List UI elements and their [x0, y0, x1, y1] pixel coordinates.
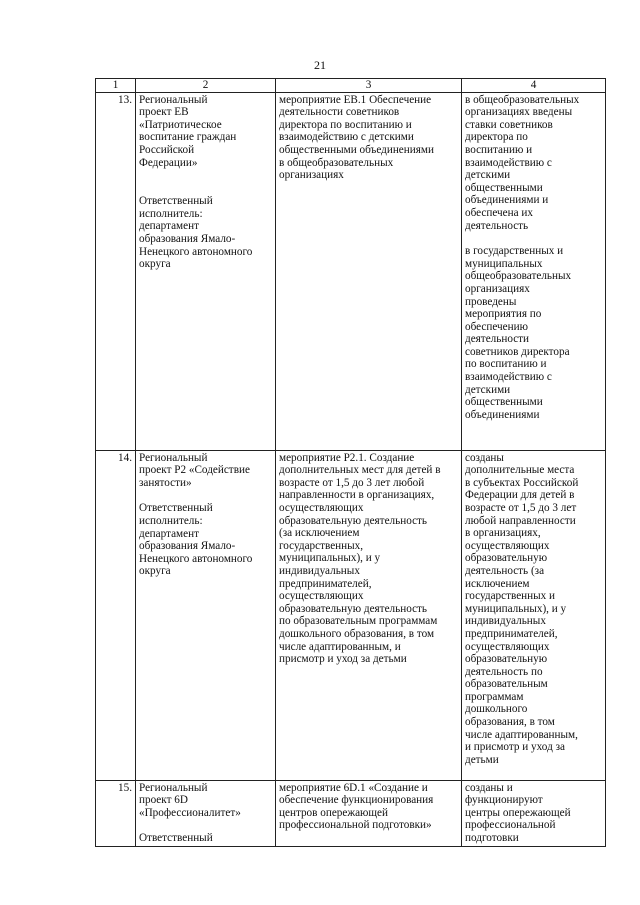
result-text: в государственных и муниципальных общеобразовательных организациях проведены мероприятия по обеспечению деятельности советников директора по воспитанию и взаимодействию с детскими общественными объединениями [465, 245, 572, 421]
project-title: Региональный проект 6D «Профессионалитет» [139, 781, 241, 819]
responsible-executor: Ответственный исполнитель: департамент образования Ямало- Ненецкого автономного округа [139, 195, 253, 271]
result-cell [462, 780, 606, 846]
activity-text: мероприятие 6D.1 «Создание и обеспечение функционирования центров опережающей профессиональной подготовки» [279, 781, 434, 832]
activity-cell [276, 450, 462, 780]
header-cell: 2 [136, 79, 276, 93]
table-row [96, 92, 606, 450]
row-number: 13. [96, 92, 136, 450]
responsible-executor: Ответственный [139, 832, 213, 845]
activity-text: мероприятие Р2.1. Создание дополнительных мест для детей в возрасте от 1,5 до 3 лет любой направленности в организациях, осуществляющих образовательную деятельность (за исключением государственных, муниципальных), и у индивидуальных предпринимателей, осуществляющих образовательную деятельность по образовательным программам дошкольного образования, в том числе адаптированным, и присмотр и уход за детьми [279, 451, 441, 666]
header-cell: 1 [96, 79, 136, 93]
project-title: Региональный проект ЕВ «Патриотическое воспитание граждан Российской Федерации» [139, 93, 237, 169]
activity-cell [276, 92, 462, 450]
table-row [96, 450, 606, 780]
activities-table [95, 78, 606, 847]
result-text: в общеобразовательных организациях введены ставки советников директора по воспитанию и взаимодействию с детскими общественными объединениями и обеспечена их деятельность [465, 93, 580, 232]
responsible-executor: Ответственный исполнитель: департамент образования Ямало- Ненецкого автономного округа [139, 502, 253, 578]
project-cell [136, 780, 276, 846]
result-text: созданы и функционируют центры опережающей профессиональной подготовки [465, 781, 571, 844]
table-row [96, 780, 606, 846]
activity-text: мероприятие ЕВ.1 Обеспечение деятельности советников директора по воспитанию и взаимодействию с детскими общественными объединениями в общеобразовательных организациях [279, 93, 434, 182]
page-number: 21 [314, 58, 326, 72]
header-cell: 3 [276, 79, 462, 93]
project-cell [136, 92, 276, 450]
row-number: 15. [96, 780, 136, 846]
result-cell [462, 450, 606, 780]
result-text: созданы дополнительные места в субъектах Российской Федерации для детей в возрасте от 1,5 до 3 лет любой направленности в организациях, осуществляющих образовательную деятельность (за исключением государственных и муниципальных), и у индивидуальных предпринимателей, осуществляющих образовательную деятельность по образовательным программам дошкольного образования, в том числе адаптированным, и присмотр и уход за детьми [465, 451, 579, 766]
activity-cell [276, 780, 462, 846]
result-cell [462, 92, 606, 450]
row-number: 14. [96, 450, 136, 780]
project-cell [136, 450, 276, 780]
project-title: Региональный проект Р2 «Содействие занятости» [139, 451, 250, 489]
table-header-row [96, 79, 606, 93]
header-cell: 4 [462, 79, 606, 93]
